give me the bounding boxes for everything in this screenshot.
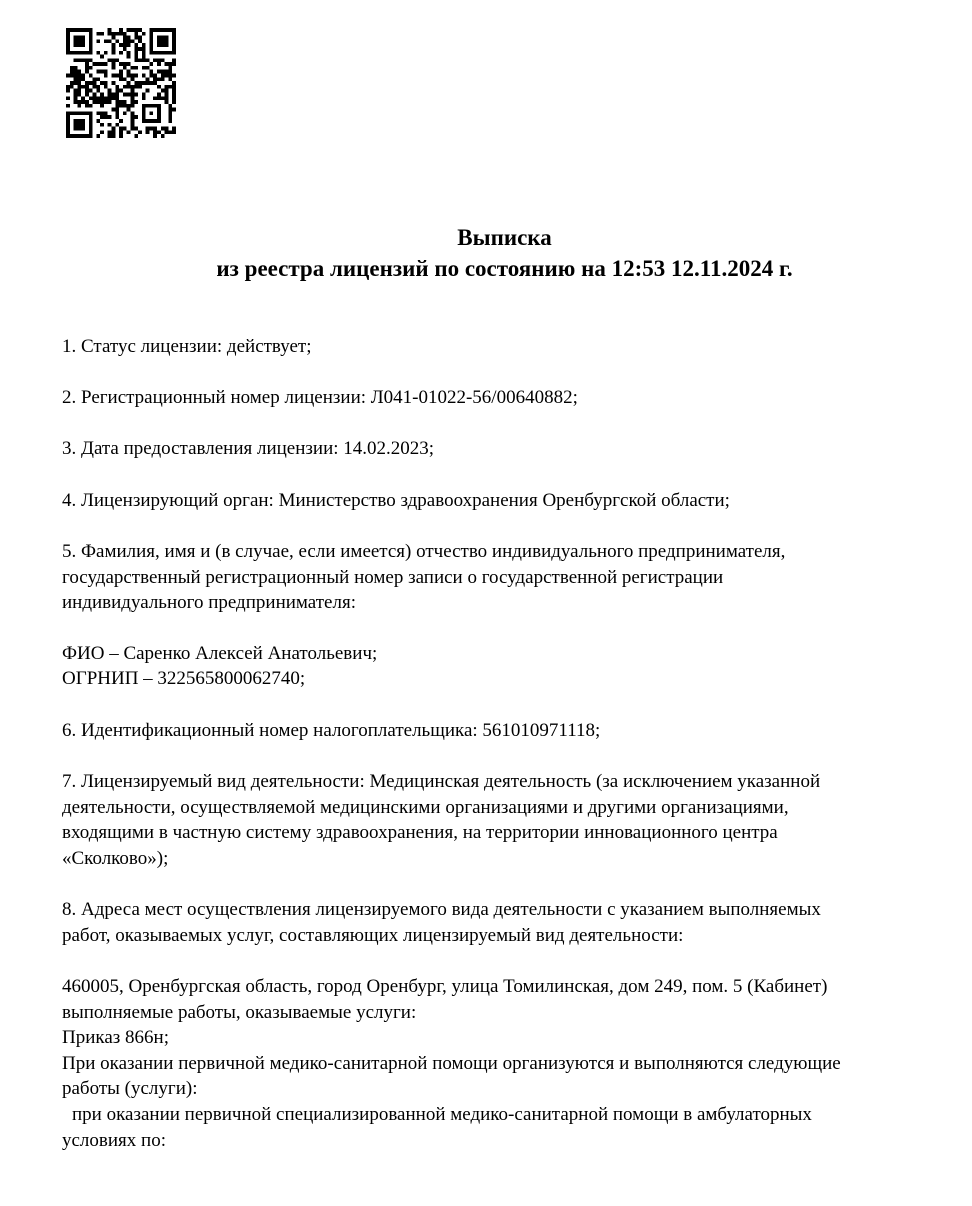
- licensing-authority: 4. Лицензирующий орган: Министерство здравоохранения Оренбургской области;: [62, 490, 730, 511]
- license-status: 1. Статус лицензии: действует;: [62, 336, 312, 357]
- specialized-care-line-1: при оказании первичной специализированной медико-санитарной помощи в амбулаторных: [72, 1104, 812, 1125]
- works-label: выполняемые работы, оказываемые услуги:: [62, 1002, 417, 1023]
- title-line-1: Выписка: [457, 225, 552, 250]
- primary-care-line-1: При оказании первичной медико-санитарной помощи организуются и выполняются следующие: [62, 1053, 841, 1074]
- taxpayer-id: 6. Идентификационный номер налогоплательщика: 561010971118;: [62, 720, 601, 741]
- activity-line-1: 7. Лицензируемый вид деятельности: Медицинская деятельность (за исключением указанной: [62, 771, 821, 792]
- addresses-heading-line-2: работ, оказываемых услуг, составляющих лицензируемый вид деятельности:: [62, 925, 684, 946]
- activity-line-3: входящими в частную систему здравоохранения, на территории инновационного центра: [62, 822, 778, 843]
- document-title: [0, 222, 972, 284]
- specialized-care-line-2: условиях по:: [62, 1130, 166, 1151]
- title-line-2: из реестра лицензий по состоянию на 12:53 12.11.2024 г.: [216, 256, 793, 281]
- entrepreneur-name: ФИО – Саренко Алексей Анатольевич;: [62, 643, 378, 664]
- registration-number: 2. Регистрационный номер лицензии: Л041-01022-56/00640882;: [62, 387, 578, 408]
- entrepreneur-heading-line-2: государственный регистрационный номер записи о государственной регистрации: [62, 567, 724, 588]
- addresses-heading-line-1: 8. Адреса мест осуществления лицензируемого вида деятельности с указанием выполняемых: [62, 899, 821, 920]
- activity-line-4: «Сколково»);: [62, 848, 169, 869]
- entrepreneur-heading-line-1: 5. Фамилия, имя и (в случае, если имеется) отчество индивидуального предпринимателя,: [62, 541, 786, 562]
- activity-line-2: деятельности, осуществляемой медицинскими организациями и другими организациями,: [62, 797, 789, 818]
- address: 460005, Оренбургская область, город Оренбург, улица Томилинская, дом 249, пом. 5 (Кабинет): [62, 976, 828, 997]
- order-reference: Приказ 866н;: [62, 1027, 169, 1048]
- ogrnip: ОГРНИП – 322565800062740;: [62, 668, 306, 689]
- issue-date: 3. Дата предоставления лицензии: 14.02.2023;: [62, 438, 435, 459]
- entrepreneur-heading-line-3: индивидуального предпринимателя:: [62, 592, 356, 613]
- primary-care-line-2: работы (услуги):: [62, 1078, 198, 1099]
- qr-code: [66, 28, 176, 138]
